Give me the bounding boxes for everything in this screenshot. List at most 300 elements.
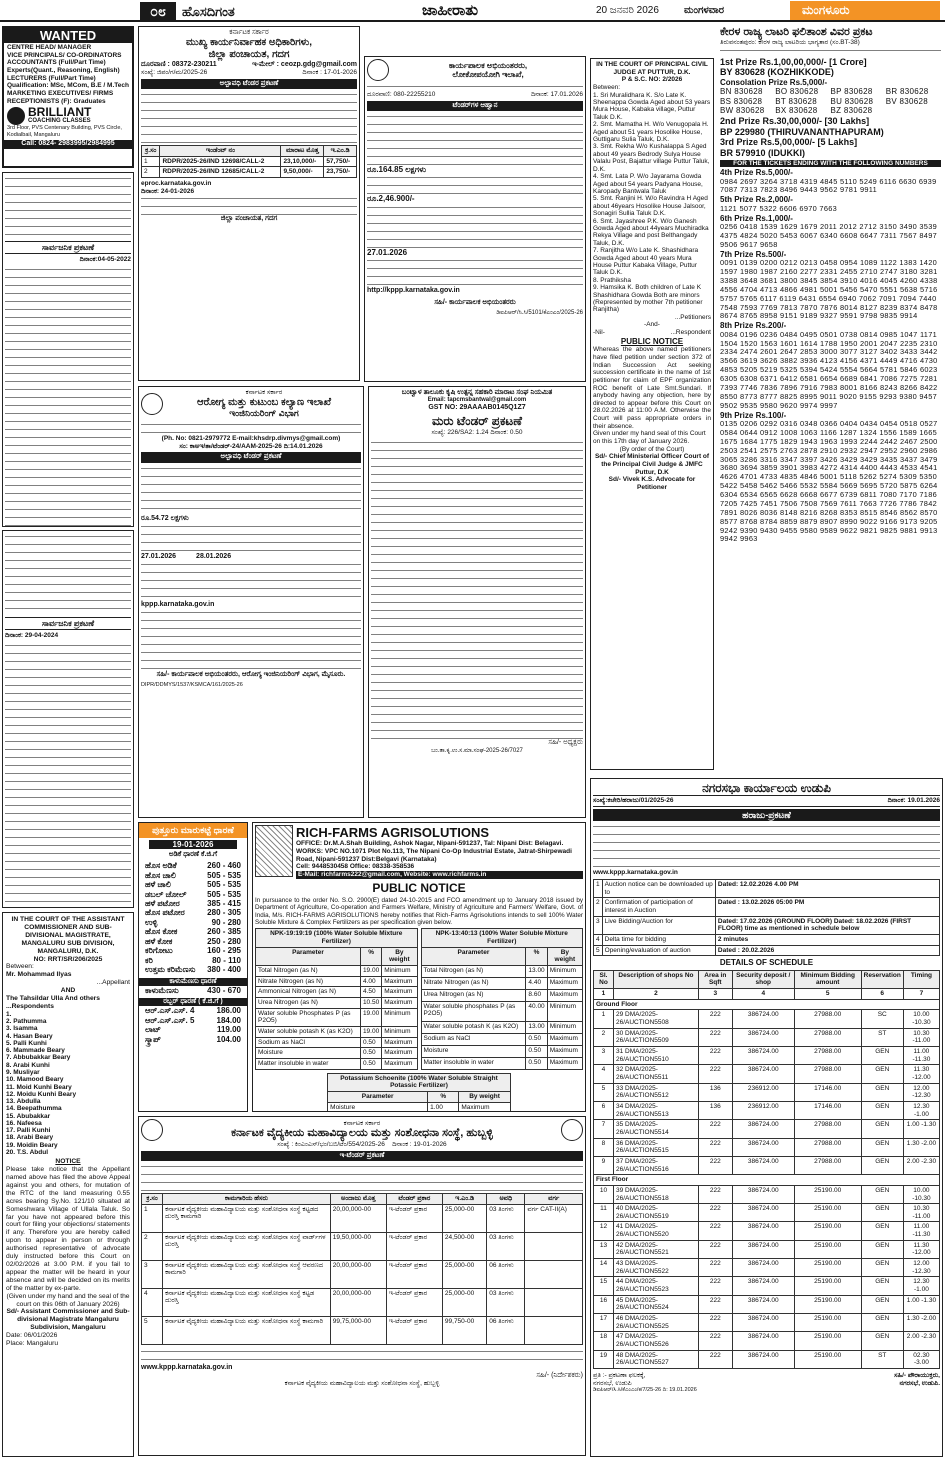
cell: 15 <box>594 1277 614 1295</box>
table-row <box>594 1240 940 1258</box>
notice-title: ಸಾರ್ವಜನಿಕ ಪ್ರಕಟಣೆ <box>5 241 131 254</box>
cell: GEN <box>861 1277 903 1295</box>
cell: 25,000-00 <box>442 1260 486 1288</box>
cell: 7 <box>594 1120 614 1138</box>
lottery-title: ಕೇರಳ ರಾಜ್ಯ ಲಾಟರಿ ಫಲಿತಾಂಶ ವಿವರ ಪ್ರಕಟ <box>720 26 873 38</box>
cell: 06 ತಿಂಗಳು <box>487 1260 525 1288</box>
tender-footer: ಸಹಿ/- ಕಾರ್ಯಪಾಲಕ ಅಭಿಯಂತರರು, ಆರೋಗ್ಯ ಇಂಜಿನಿಯರಿಂಗ್ ವಿಭಾಗ, ಮೈಸೂರು. <box>156 671 346 679</box>
cell: Dated : 13.02.2026 05:00 PM <box>715 898 939 916</box>
portal-link[interactable]: eproc.karnataka.gov.in <box>141 179 212 187</box>
respondent-item: 17. Palli Kunhi <box>6 1127 51 1135</box>
cell: 1 <box>142 1204 163 1232</box>
petitioner-item: 9. Hamsika K. Both children of Late K Shashidhara Gowda Both are minors (Represented by mother 7th petitioner Ranjitha) <box>593 284 703 314</box>
rate-label: ಆರ್.ಎಸ್.ಎಸ್. 5 <box>145 1015 195 1025</box>
wanted-item: LECTURERS (Full/Part Time) Qualification: MSc, MCom, B.E / M.Tech <box>7 74 129 90</box>
respondent-item: 14. Beepathumma <box>6 1105 62 1113</box>
cell: 10.00 -10.30 <box>903 1185 939 1203</box>
cell: 1.30 -2.00 <box>903 1138 939 1156</box>
portal-link[interactable]: kppp.karnataka.gov.in <box>141 601 215 609</box>
rate-label: ಹಳೆ ಕೋಕ <box>145 936 173 946</box>
cell: 9,50,000/- <box>281 167 324 178</box>
col-header: ಅಂದಾಜು ಮೊತ್ತ <box>330 1193 386 1204</box>
cell: 4.40 <box>526 977 547 989</box>
cell: GEN <box>861 1295 903 1313</box>
rate-row: ಕರಿಗೋಟು 160 - 295 <box>145 946 241 956</box>
respondent-item: 18. Arabi Beary <box>6 1134 54 1142</box>
cell: Matter insoluble in water <box>421 1057 526 1069</box>
cell: 17146.00 <box>794 1083 861 1101</box>
tender-title: ಅಲ್ಪಾವಧಿ ಟೆಂಡರ ಪ್ರಕಟಣೆ <box>141 79 357 89</box>
cell: 23,10,000/- <box>281 156 324 167</box>
emd: ರೂ.2,46.900/- <box>367 194 415 204</box>
table-row <box>594 1277 940 1295</box>
col-header: Security deposit / shop <box>732 970 794 988</box>
col-number: 1 <box>594 989 614 1000</box>
cell: 0.50 <box>360 1048 381 1059</box>
respondent-list <box>6 1011 130 1156</box>
consolation-number: BN 830628 <box>720 87 763 97</box>
fertilizer-table-2 <box>421 928 584 1069</box>
rate-value: 119.00 <box>216 1025 241 1035</box>
cell: 11.30 -12.00 <box>903 1240 939 1258</box>
cell: 4.50 <box>360 987 381 998</box>
footer-left-2: ನಗರಸಭೆ, ಉಡುಪಿ <box>593 1379 632 1387</box>
table-row <box>594 1010 940 1028</box>
rate-max: 460 <box>227 861 241 871</box>
rate-row: ಹಳೆ ಚಾಲಿ 505 - 535 <box>145 880 241 890</box>
rate-label: ಉತ್ತಮ ಕರಿಮೆಣಸು <box>145 965 196 975</box>
cell: 4 <box>594 1065 614 1083</box>
rate-min: 280 <box>207 908 221 918</box>
table-title: Potassium Schoenite (100% Water Soluble Straight Potassic Fertilizer) <box>328 1073 511 1091</box>
tender-ref: ಬಂ.ತಾ.ಕೃ.ಉ.ಸ.ಮಾ.ಸಂಘ-2025-26/7027 <box>431 747 523 754</box>
pepper-title: ಕಾಳುಮೆಣಸು ಧಾರಣೆ <box>139 978 247 986</box>
table-row <box>594 1047 940 1065</box>
auction-ref: ಸಂಖ್ಯೆ:ಕಚೇರಿ/ಹರಾಜು/01/2025-26 <box>593 797 674 805</box>
cell: 222 <box>698 1204 732 1222</box>
rate-row: ಉಳ್ಳಿ 90 - 280 <box>145 917 241 927</box>
market-date: 19-01-2026 <box>149 840 237 849</box>
rate-list <box>139 1006 247 1044</box>
cell: 27988.00 <box>794 1047 861 1065</box>
cell <box>525 1288 583 1316</box>
section-title: ಜಾಹೀರಾತು <box>422 2 478 19</box>
richfarms-ad <box>252 822 586 1112</box>
section-row <box>594 999 940 1010</box>
rate-max: 295 <box>227 946 241 956</box>
cell: Minimum <box>382 966 417 977</box>
prize-title: Consolation Prize Rs.5,000/- <box>720 77 828 87</box>
cell: Live Bidding/Auction for <box>602 916 715 934</box>
col-header: ಕಾಮಗಾರಿಯ ಹೆಸರು <box>163 1193 331 1204</box>
notice-text: In pursuance to the order No. S.O. 2900(E) dated 24-10-2015 and FCO amendment up to January 2018 issued by Department of Agriculture, Co-operation and Farmers Welfare, Ministry of Agriculture and Farmers' Welfare, Govt. of India, M/s. RICH-FARMS AGRISOLUTIONS hereby notifies that Rich-Farms Agrisolutions intends to sell 100% Water Soluble Mixture & Complex Fertilizers as per specification given below. <box>255 896 583 927</box>
cell: 13 <box>594 1240 614 1258</box>
cell: 386724.00 <box>732 1185 794 1203</box>
rubber-title: ರಬ್ಬರ್ ಧಾರಣೆ ( ಕೆ.ಜಿ.ಗೆ ) <box>139 998 247 1006</box>
cell: 3 <box>594 1047 614 1065</box>
table-row <box>594 1350 940 1368</box>
table-row <box>594 1185 940 1203</box>
prize-title: 4th Prize Rs.5,000/- <box>720 168 793 178</box>
cell: 19.00 <box>360 1008 381 1026</box>
cell: 386724.00 <box>732 1277 794 1295</box>
tender-coop <box>368 386 586 818</box>
section-label: Ground Floor <box>594 999 940 1010</box>
cell: 222 <box>698 1222 732 1240</box>
tender-ref: ಸಂಖ್ಯೆ : ಕಿಂಎಂಎಸ್/ಭಂ/ಬಬಿ/ಟೆಂ/554/2025-26 <box>277 1141 385 1148</box>
rate-label: ಸ್ಕ್ರಾಪ್ <box>145 1034 161 1044</box>
brand-phone: Call: 0824- 2983995/2984995 <box>4 140 132 148</box>
cell: 11 <box>594 1204 614 1222</box>
cell: 27988.00 <box>794 1028 861 1046</box>
notice-title: PUBLIC NOTICE <box>620 336 684 346</box>
amount: ರೂ.164.85 ಲಕ್ಷಗಳು <box>367 164 426 174</box>
cell: 35 DMA/2025-26/AUCTION5514 <box>613 1120 698 1138</box>
table-row <box>142 1204 583 1232</box>
cell: Minimum <box>382 1027 417 1038</box>
appellant-role: ...Appellant <box>96 979 130 987</box>
cell: ಕರ್ನಾಟಕ ವೈದ್ಯಕೀಯ ಮಹಾವಿದ್ಯಾಲಯ ಮತ್ತು ಸಂಶೋಧನಾ ಸಂಸ್ಥೆ ಕಾಮಗಾರಿ <box>163 1316 331 1344</box>
cell: GEN <box>861 1156 903 1174</box>
cell: 25,000-00 <box>442 1288 486 1316</box>
company-name: RICH-FARMS AGRISOLUTIONS <box>296 825 490 840</box>
cell: Confirmation of participation of interest in Auction <box>602 898 715 916</box>
cell: 46 DMA/2025-26/AUCTION5525 <box>613 1314 698 1332</box>
footer-left: ಪ್ರತಿ :- ಪ್ರಕಟಣಾ ಫಲಕಕ್ಕೆ, <box>593 1371 646 1379</box>
cell: 20,00,000-00 <box>330 1260 386 1288</box>
cell: Minimum <box>382 1008 417 1026</box>
cell: 40.00 <box>526 1001 547 1021</box>
cell: 20,00,000-00 <box>330 1288 386 1316</box>
cell: 48 DMA/2025-26/AUCTION5527 <box>613 1350 698 1368</box>
prize-number: BR 579910 (IDUKKI) <box>720 147 806 158</box>
medical-table <box>141 1193 583 1345</box>
respondent-item: 4. Hasan Beary <box>6 1032 53 1040</box>
cell: 12 <box>594 1222 614 1240</box>
table-row <box>421 1022 583 1034</box>
rate-row: ಹಳೆ ಪಟೋರ 385 - 415 <box>145 899 241 909</box>
cell: 25190.00 <box>794 1240 861 1258</box>
rate-min: 250 <box>207 936 221 946</box>
respondent-item: 5. Palli Kunhi <box>6 1039 47 1047</box>
auction-date: ದಿನಾಂಕ: 19.01.2026 <box>887 797 940 805</box>
cell: 386724.00 <box>732 1295 794 1313</box>
office-name: ಕಾರ್ಯಪಾಲಕ ಅಭಿಯಂತರರು, <box>448 60 528 70</box>
cell: 34 DMA/2025-26/AUCTION5513 <box>613 1101 698 1119</box>
cell: Total Nitrogen (as N) <box>421 966 526 978</box>
rate-list <box>139 861 247 974</box>
col-header: Minimum Bidding amount <box>794 970 861 988</box>
table-row <box>256 998 418 1009</box>
table-row <box>421 977 583 989</box>
footer-right: ಸಹಿ/- ಪೌರಾಯುಕ್ತರು, <box>894 1371 940 1379</box>
respondent-item: 19. Moidin Beary <box>6 1141 58 1149</box>
brand-name: ಹೊಸದಿಗಂತ <box>182 4 235 19</box>
cell: 386724.00 <box>732 1204 794 1222</box>
cell: ST <box>861 1350 903 1368</box>
cell: 37 DMA/2025-26/AUCTION5516 <box>613 1156 698 1174</box>
govt-seal-icon <box>367 59 389 81</box>
consolation-number: BW 830628 <box>720 106 765 116</box>
cell: GEN <box>861 1240 903 1258</box>
office-phone: ದೂರವಾಣಿ: 080-22255210 <box>367 91 436 98</box>
court-notice-puttur <box>590 58 714 770</box>
office-name: ಮುಖ್ಯ ಕಾರ್ಯನಿರ್ವಾಹಕ ಅಧಿಕಾರಿಗಳು, <box>185 37 313 49</box>
cell: 3 <box>142 1260 163 1288</box>
consolation-number: BZ 830628 <box>830 106 873 116</box>
table-row <box>142 1288 583 1316</box>
coop-name: ಬಂಟ್ವಾಳ ತಾಲೂಕು ಕೃಷಿ ಉತ್ಪನ್ನ ಸಹಕಾರಿ ಮಾರಾಟ ಸಂಘ ನಿಯಮಿತ <box>401 389 553 396</box>
cell <box>525 1316 583 1344</box>
coop-email: Email: tapcmsbantwal@gmail.com <box>427 397 527 404</box>
col-header: Sl. No <box>594 970 614 988</box>
table-row <box>421 989 583 1001</box>
page-number: ೦೮ <box>140 2 176 20</box>
cell: 25190.00 <box>794 1222 861 1240</box>
cell: 1.30 -2.00 <box>903 1314 939 1332</box>
cell: 386724.00 <box>732 1222 794 1240</box>
table-row <box>594 1314 940 1332</box>
portal-link[interactable]: http://kppp.karnataka.gov.in <box>367 287 460 295</box>
rate-max: 535 <box>227 880 241 890</box>
cell: Ammonical Nitrogen (as N) <box>256 987 361 998</box>
cell: 222 <box>698 1185 732 1203</box>
cell: Moisture <box>421 1045 526 1057</box>
petitioner-item: 1. Sri Muralidhara K. S/o Late K. Sheenappa Gowda Aged about 53 years Mura House, Kabaka village, Puttur Taluk D.K. <box>593 91 711 121</box>
prize-title: 7th Prize Rs.500/- <box>720 249 787 259</box>
auction-schedule <box>593 879 940 956</box>
cell: 222 <box>698 1156 732 1174</box>
cell: GEN <box>861 1083 903 1101</box>
cell: 03 ತಿಂಗಳು <box>487 1232 525 1260</box>
fertilizer-table-1 <box>255 928 418 1069</box>
prize-number: BP 229980 (THIRUVANANTHAPURAM) <box>720 126 884 137</box>
table-row <box>594 1259 940 1277</box>
cell: 0.50 <box>526 1045 547 1057</box>
table-row <box>594 1101 940 1119</box>
market-title: ಪುತ್ತೂರು ಮಾರುಕಟ್ಟೆ ಧಾರಣೆ <box>139 823 247 838</box>
table-row <box>594 916 940 934</box>
cell: GEN <box>861 1204 903 1222</box>
cell: 386724.00 <box>732 1259 794 1277</box>
cell: 4 <box>594 935 603 946</box>
dept-title: ಕರ್ನಾಟಕ ವೈದ್ಯಕೀಯ ಮಹಾವಿದ್ಯಾಲಯ ಮತ್ತು ಸಂಶೋಧನಾ ಸಂಸ್ಥೆ, ಹುಬ್ಬಳ್ಳಿ <box>231 1127 493 1140</box>
cell: Water soluble Phosphates P (as P2O5) <box>256 1008 361 1026</box>
tender-gadag <box>138 26 360 381</box>
lottery-banner: FOR THE TICKETS ENDING WITH THE FOLLOWING NUMBERS <box>720 160 941 168</box>
notice-title: NOTICE <box>55 1158 81 1166</box>
rate-label: ಹೊಸ ಕೋಕ <box>145 927 178 937</box>
between-label: Between: <box>6 963 34 971</box>
dept-title: ಆರೋಗ್ಯ ಮತ್ತು ಕುಟುಂಬ ಕಲ್ಯಾಣ ಇಲಾಖೆ <box>196 396 332 408</box>
cell: 33 DMA/2025-26/AUCTION5512 <box>613 1083 698 1101</box>
cell: Dated: 12.02.2026 4.00 PM <box>715 880 939 898</box>
cell: Water soluble potash K (as K2O) <box>421 1022 526 1034</box>
rate-label: ಕರಿ <box>145 955 153 965</box>
tender-ref: ಸಂಖ್ಯೆ: ಜಿಪಂ/ಗ/ಮ/2025-26 <box>141 69 208 77</box>
cell: 19,50,000-00 <box>330 1232 386 1260</box>
rate-min: 505 <box>207 889 221 899</box>
cell: RDPR/2025-26/IND 12685/CALL-2 <box>160 167 281 178</box>
rate-label: ಲಾಟ್ <box>145 1025 161 1035</box>
table-row <box>256 976 418 987</box>
brand-address: 3rd Floor, PVS Centenary Building, PVS Circle, Kodialbail, Mangaluru <box>7 125 122 138</box>
cell: 02.30 -3.00 <box>903 1350 939 1368</box>
rate-max: 385 <box>227 927 241 937</box>
last-date: 27.01.2026 <box>367 247 408 257</box>
cell: 10.00 -10.30 <box>903 1010 939 1028</box>
rate-max: 415 <box>227 899 241 909</box>
cell: Maximum <box>547 1033 582 1045</box>
prize-title: 1st Prize Rs.1,00,00,000/- [1 Crore] <box>720 56 867 67</box>
notice-title: PUBLIC NOTICE <box>372 880 466 895</box>
petitioner-item: 6. Smt. Jayashree P.K. W/o Ganesh Gowda Aged about 44years Muchiradka Rekya Village and post Belthangady Taluk, D.K. <box>593 217 709 247</box>
market-unit: ಅಡಿಕೆ ಧಾರಣೆ ಕೆ.ಜಿ.ಗೆ <box>168 851 218 859</box>
cell: 25190.00 <box>794 1314 861 1332</box>
tender-table <box>141 145 357 178</box>
table-row <box>594 935 940 946</box>
cell: GEN <box>861 1120 903 1138</box>
notice-date: Date: 06/01/2026 <box>6 1332 58 1340</box>
rate-max: 400 <box>227 965 241 975</box>
cell: 27988.00 <box>794 1120 861 1138</box>
cell: 06 ತಿಂಗಳು <box>487 1316 525 1344</box>
consolation-number: BT 830628 <box>775 96 817 106</box>
table-row <box>594 1138 940 1156</box>
rate-value: 184.00 <box>216 1015 241 1025</box>
rate-max: 110 <box>228 955 241 965</box>
cell: Dated : 20.02.2026 <box>715 945 939 956</box>
cell: 2 <box>142 1232 163 1260</box>
rate-min: 80 <box>212 955 221 965</box>
cell: 45 DMA/2025-26/AUCTION5524 <box>613 1295 698 1313</box>
rate-row: ಹೊಸ ಅಡಿಕೆ 260 - 460 <box>145 861 241 871</box>
table-title: NPK-13:40:13 (100% Water Soluble Mixture Fertilizer) <box>421 929 583 947</box>
wanted-title: WANTED <box>4 28 132 43</box>
cell: ಇ-ಟೆಂಡರ್ ಪ್ರಕಾರ <box>386 1232 442 1260</box>
cell: 222 <box>698 1028 732 1046</box>
tender-date: ದಿನಾಂಕ : 19-01-2026 <box>392 1141 447 1148</box>
cell: Delta time for bidding <box>602 935 715 946</box>
rate-max: 535 <box>227 889 241 899</box>
signatory: ಸಹಿ/- ಅಧ್ಯಕ್ಷರು <box>548 739 583 747</box>
petitioner-item: 4. Smt. Lata P. W/o Jayarama Gowda Aged about 54 years Padyana House, Karopady Bantwala Taluk <box>593 173 703 195</box>
consolation-numbers <box>720 87 941 116</box>
respondent-item: 2. Pathumma <box>6 1018 47 1026</box>
cell: 1 <box>594 880 603 898</box>
cell: 25190.00 <box>794 1277 861 1295</box>
company-works: WORKS: VPC NO.1071 Plot No.113, The Nipani Co-Op Industrial Estate, Jatrat-Shirpewadi Road, Nipani-591237 Dist:Belgavi (Karnataka) <box>296 847 572 863</box>
cell: Maximum <box>547 1045 582 1057</box>
rate-min: 160 <box>207 946 221 956</box>
rate-min: 385 <box>207 899 221 909</box>
signatory: Sd/- Assistant Commissioner and Sub-divisional Magistrate Mangaluru Subdivision, Mangaluru <box>6 1308 130 1332</box>
consolation-number: BX 830628 <box>775 106 818 116</box>
prize-numbers: 0256 0418 1539 1629 1679 2011 2012 2712 3150 3490 3539 4375 4824 5020 5453 6067 6340 6608 6647 7311 7567 8497 9506 9617 9658 <box>720 222 938 249</box>
cell: 11.00 -11.30 <box>903 1047 939 1065</box>
cell: 4.00 <box>360 976 381 987</box>
office-name: ನಗರಸಭಾ ಕಾರ್ಯಾಲಯ ಉಡುಪಿ <box>702 781 831 795</box>
cell: 24,500-00 <box>442 1232 486 1260</box>
rate-min: 90 <box>211 917 221 927</box>
respondent-role: ...Respondent <box>670 329 711 337</box>
table-row <box>594 1295 940 1313</box>
table-title: NPK-19:19:19 (100% Water Soluble Mixture Fertilizer) <box>256 929 418 947</box>
cell: GEN <box>861 1138 903 1156</box>
portal-link[interactable]: www.kppp.karnataka.gov.in <box>593 869 678 877</box>
cell: 8.60 <box>526 989 547 1001</box>
cell: 11.30 -12.00 <box>903 1065 939 1083</box>
col-header: By weight <box>459 1091 511 1102</box>
wanted-item: VICE PRINCIPALS/ CO-ORDINATORS <box>7 51 122 59</box>
cell: 12.00 -12.30 <box>903 1259 939 1277</box>
and-label: AND <box>60 987 76 995</box>
section-row <box>594 1175 940 1186</box>
cell: 18 <box>594 1332 614 1350</box>
cell: 27988.00 <box>794 1156 861 1174</box>
notice-text: Whereas the above named petitioners have filed petition under section 372 of Indian Succession Act seeking succession certificate in the name of 1st petitioner for claim of EPF organization ROC benefit of Late Smt.Sundari. If anybody having any objection, here by directed to appear before this Court on 28.02.2026 at 11:00 A.M. Otherwise the Court will pass appropriate orders in their absence. <box>593 346 711 430</box>
cell: Auction notice can be downloaded up to <box>602 880 715 898</box>
tender-pwd <box>364 56 586 382</box>
dept-name: ಲೋಕೋಪಯೋಗಿ ಇಲಾಖೆ, <box>452 70 524 79</box>
prize-numbers: 1121 5077 5322 6606 6970 7663 <box>720 203 838 213</box>
office-email: ಇ-ಮೇಲ್ : ceozp.gdg@gmail.com <box>252 60 357 68</box>
cell: 32 DMA/2025-26/AUCTION5511 <box>613 1065 698 1083</box>
cell: 386724.00 <box>732 1332 794 1350</box>
respondent-item: 11. Moid Kunhi Beary <box>6 1083 72 1091</box>
cell: 10 <box>594 1185 614 1203</box>
consolation-number: BP 830628 <box>830 87 873 97</box>
cell: 222 <box>698 1047 732 1065</box>
cell: 25190.00 <box>794 1259 861 1277</box>
table-row <box>328 1102 511 1112</box>
petitioner-item: 2. Smt. Mamatha H. W/o Venugopala H. Aged about 51 years Hosolike House, Guttigaru Sulia Taluk, D.K. <box>593 121 709 144</box>
dept-name: ಕರ್ನಾಟಕ ಸರ್ಕಾರ <box>229 29 269 36</box>
respondent-item: 13. Abdulla <box>6 1098 41 1106</box>
rate-label: ಹೊಸ ಚಾಲಿ <box>145 870 176 880</box>
cell: 0.50 <box>526 1057 547 1069</box>
cell: 43 DMA/2025-26/AUCTION5522 <box>613 1259 698 1277</box>
portal-link[interactable]: www.kppp.karnataka.gov.in <box>141 1363 233 1371</box>
col-header: Parameter <box>256 947 361 965</box>
cell: ಇ-ಟೆಂಡರ್ ಪ್ರಕಾರ <box>386 1316 442 1344</box>
prize-numbers: 0084 0196 0236 0484 0495 0501 0738 0814 0985 1047 1171 1504 1520 1563 1601 1614 1788 1950 2001 2047 2235 2310 2334 2474 2601 2647 2853 3000 3077 3127 3402 3433 3442 3566 3619 3626 3882 3936 4123 4156 4371 4449 4716 4730 4853 5205 5219 5325 5394 5424 5554 5664 5781 5846 6023 6305 6308 6371 6412 6581 6654 6689 6841 7086 7275 7281 7393 7746 7836 7896 7916 7983 8001 8166 8243 8266 8422 8550 8773 8777 8825 8995 9011 9020 9155 9293 9380 9457 9502 9535 9580 9620 9974 9997 <box>720 329 938 410</box>
cell: 44 DMA/2025-26/AUCTION5523 <box>613 1277 698 1295</box>
col-header: ಟೆಂಡರ್ ಪ್ರಕಾರ <box>386 1193 442 1204</box>
cell: 13.00 <box>526 966 547 978</box>
rate-max: 280 <box>227 917 241 927</box>
table-row <box>256 987 418 998</box>
table-row <box>421 1057 583 1069</box>
tender-title: ಇ-ಟೆಂಡರ್ ಪ್ರಕಟಣೆ <box>141 1151 583 1161</box>
auction-ref: ಡಿಐಪಿಆರ್/ಸಿ.ಸಿ/ಕೆಎಂಎಂ/ಕ/7/25-26 ದಿ: 19.01.2026 <box>593 1387 697 1394</box>
cell: 5 <box>594 1083 614 1101</box>
respondent-head: The Tahsildar Ulla And others ...Respondents <box>6 995 101 1010</box>
petitioner-role: ...Petitioners <box>674 313 711 321</box>
prize-numbers: 0984 2697 3264 3718 4319 4845 5110 5249 6116 6630 6939 7087 7313 7823 8496 9443 9562 9781 9911 <box>720 176 937 195</box>
office-place: ಜಿಲ್ಲಾ ಪಂಚಾಯತ, ಗದಗ <box>208 49 290 61</box>
cell: 10.30 -11.00 <box>903 1028 939 1046</box>
respondent-item: 8. Arabi Kunhi <box>6 1061 50 1069</box>
cell: ಕರ್ನಾಟಕ ವೈದ್ಯಕೀಯ ಮಹಾವಿದ್ಯಾಲಯ ಮತ್ತು ಸಂಶೋಧನಾ ಸಂಸ್ಥೆ ಕಟ್ಟಡದ ದುರಸ್ತಿ ಕಾಮಗಾರಿ <box>163 1204 331 1232</box>
col-number: 6 <box>861 989 903 1000</box>
cell: 25190.00 <box>794 1204 861 1222</box>
cell: 236912.00 <box>732 1083 794 1101</box>
rate-row <box>139 1006 247 1015</box>
cell: 222 <box>698 1332 732 1350</box>
col-header: Parameter <box>328 1091 428 1102</box>
header-rule <box>0 20 135 22</box>
